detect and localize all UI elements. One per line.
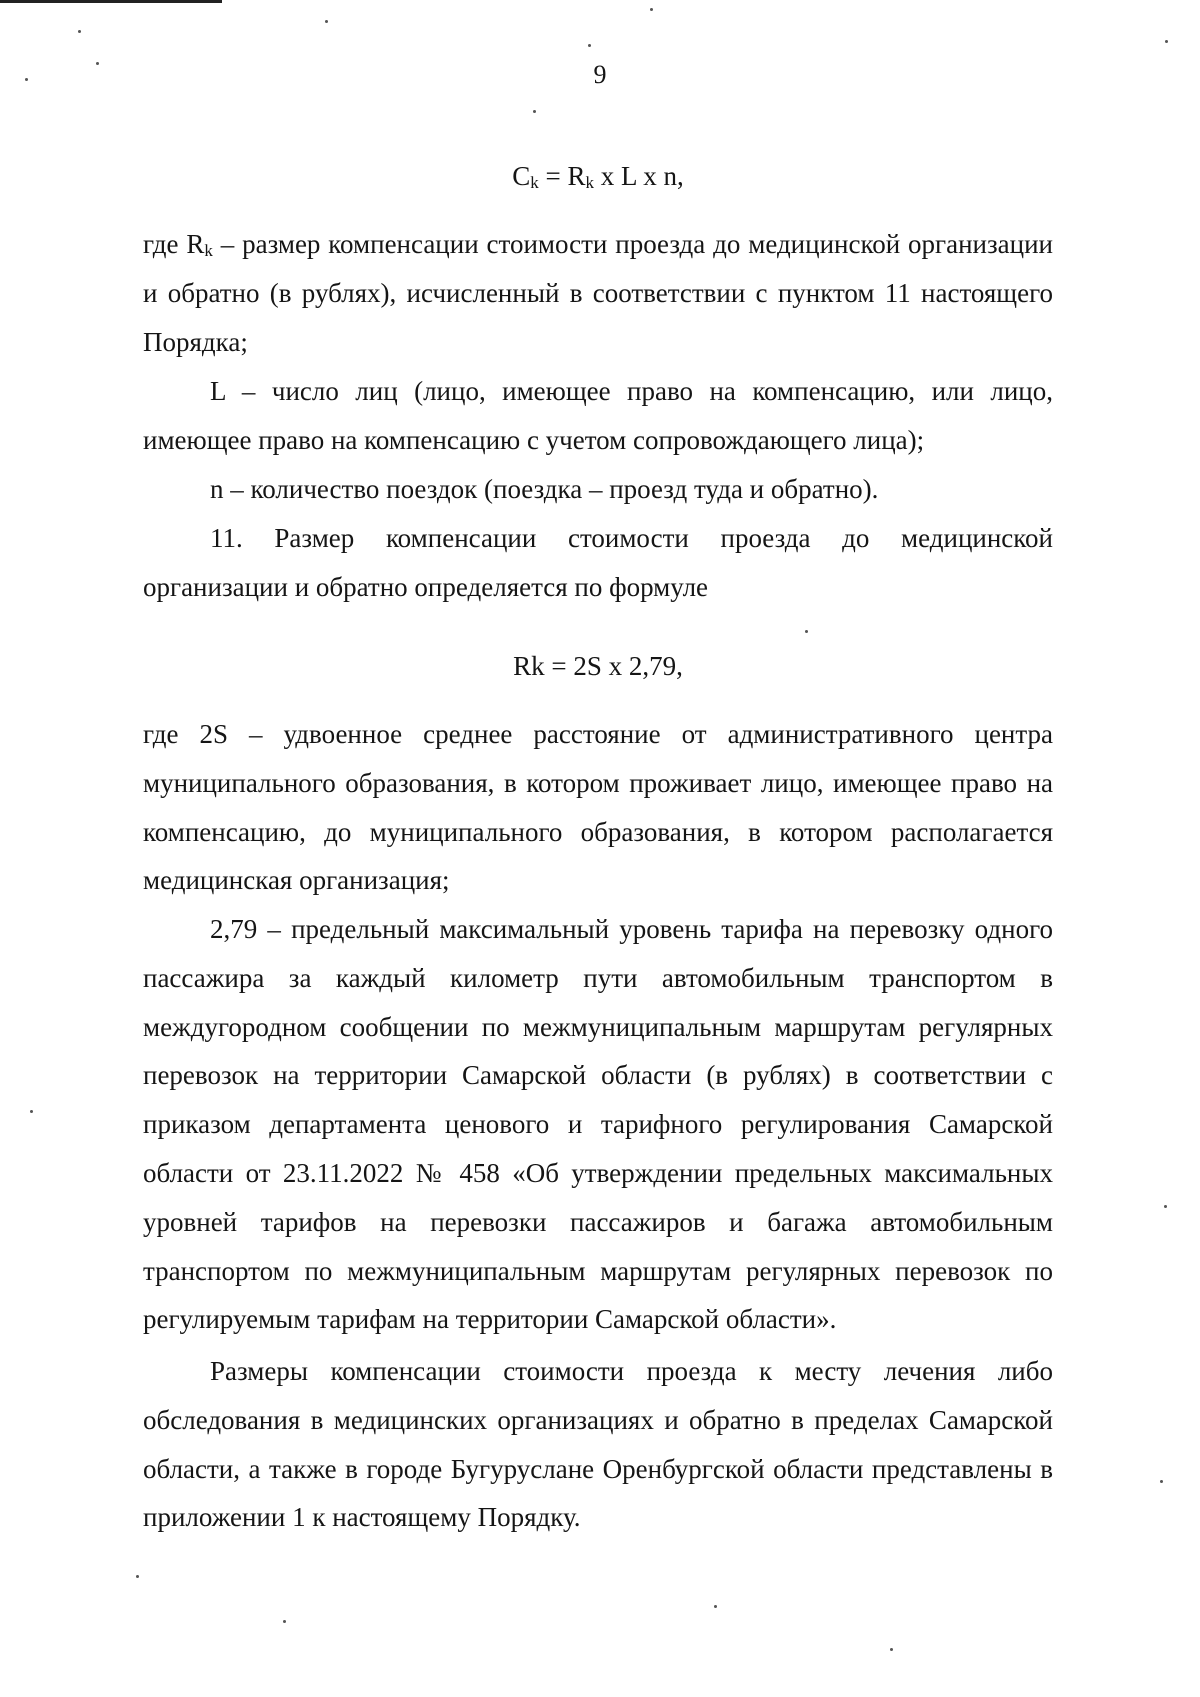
formula-rk: Rk = 2S x 2,79, xyxy=(513,651,683,681)
scan-speck xyxy=(805,630,808,633)
scan-speck xyxy=(714,1605,717,1608)
paragraph-n-definition: n – количество поездок (поездка – проезд туда и обратно). xyxy=(210,474,879,504)
paragraph-rk-definition xyxy=(143,220,1053,366)
scan-speck xyxy=(1164,1205,1167,1208)
scan-speck xyxy=(283,1620,286,1623)
scan-speck xyxy=(890,1648,893,1651)
paragraph-rk-sub: k xyxy=(204,241,213,260)
scan-speck xyxy=(136,1575,139,1578)
formula-ck-c: C xyxy=(512,161,531,191)
formula-ck xyxy=(143,160,1053,192)
scan-speck xyxy=(78,30,81,33)
formula-ck-r-sub: k xyxy=(585,173,594,192)
scan-edge-line xyxy=(0,0,222,3)
scan-speck xyxy=(30,1110,33,1113)
paragraph-rk-text: – размер компенсации стоимости проезда до медицинской организации и обратно (в рублях), исчисленный в соответствии с пунктом 11 настоящего Порядка; xyxy=(143,229,1053,357)
paragraph-tariff-definition: 2,79 – предельный максимальный уровень тарифа на перевозку одного пассажира за каждый километр пути автомобильным транспортом в междугородном сообщении по межмуниципальным маршрутам регулярных перевозок на территории Самарской области (в рублях) в соответствии с приказом департамента ценового и тарифного регулирования Самарской области от 23.11.2022 № 458 «Об утверждении предельных максимальных уровней тарифов на перевозки пассажиров и багажа автомобильным транспортом по межмуниципальным маршрутам регулярных перевозок по регулируемым тарифам на территории Самарской области». xyxy=(143,914,1053,1335)
formula-ck-eq: = R xyxy=(538,161,586,191)
scan-speck xyxy=(533,110,536,113)
paragraph-rk-prefix: где R xyxy=(143,229,205,259)
formula-ck-c-sub: k xyxy=(530,173,539,192)
scan-speck xyxy=(325,20,328,23)
paragraph-appendix-reference: Размеры компенсации стоимости проезда к месту лечения либо обследования в медицинских организациях и обратно в пределах Самарской области, а также в городе Бугуруслане Оренбургской области представлены в приложении 1 к настоящему Порядку. xyxy=(143,1356,1053,1533)
paragraph-item-11: 11. Размер компенсации стоимости проезда до медицинской организации и обратно определяется по формуле xyxy=(143,523,1053,602)
scan-speck xyxy=(588,44,591,47)
paragraph-2s-definition: где 2S – удвоенное среднее расстояние от административного центра муниципального образования, в котором проживает лицо, имеющее право на компенсацию, до муниципального образования, в котором располагается медицинская организация; xyxy=(143,719,1053,896)
formula-ck-rest: x L x n, xyxy=(594,161,684,191)
page-number: 9 xyxy=(593,60,607,89)
paragraph-l-definition: L – число лиц (лицо, имеющее право на компенсацию, или лицо, имеющее право на компенсацию с учетом сопровождающего лица); xyxy=(143,376,1053,455)
scan-speck xyxy=(1160,1480,1163,1483)
scan-speck xyxy=(650,8,653,11)
scan-speck xyxy=(1165,40,1168,43)
